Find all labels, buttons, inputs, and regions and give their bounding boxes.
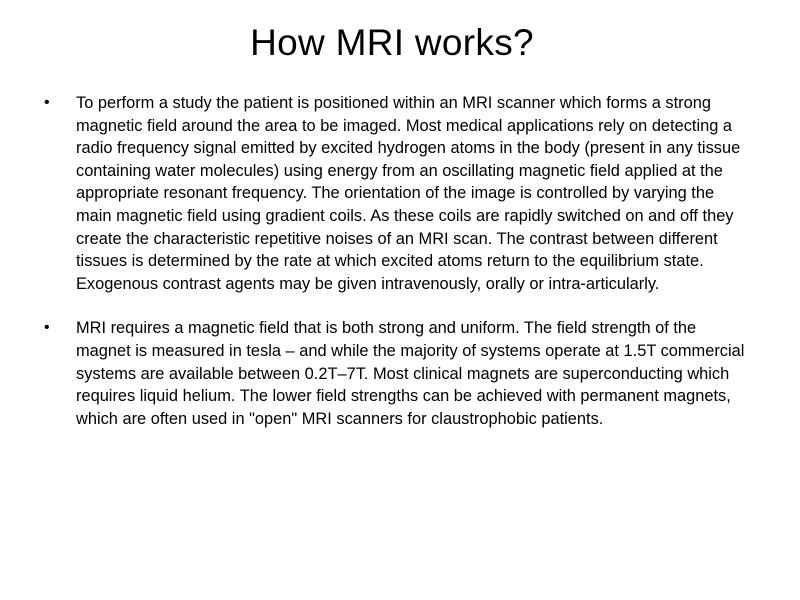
bullet-item-magnetic-field [44, 317, 754, 430]
bullet-text: MRI requires a magnetic field that is both strong and uniform. The field strength of the magnet is measured in tesla – and while the majority of systems operate at 1.5T commercial systems are available between 0.2T–7T. Most clinical magnets are superconducting which requires liquid helium. The lower field strengths can be achieved with permanent magnets, which are often used in "open" MRI scanners for claustrophobic patients. [76, 319, 745, 428]
slide-title: How MRI works? [250, 22, 534, 63]
bullet-icon: • [44, 94, 50, 111]
bullet-text: To perform a study the patient is positioned within an MRI scanner which forms a strong magnetic field around the area to be imaged. Most medical applications rely on detecting a radio frequency signal emitted by excited hydrogen atoms in the body (present in any tissue containing water molecules) using energy from an oscillating magnetic field applied at the appropriate resonant frequency. The orientation of the image is controlled by varying the main magnetic field using gradient coils. As these coils are rapidly switched on and off they create the characteristic repetitive noises of an MRI scan. The contrast between different tissues is determined by the rate at which excited atoms return to the equilibrium state. Exogenous contrast agents may be given intravenously, orally or intra-articularly. [76, 94, 741, 293]
bullet-icon: • [44, 319, 50, 337]
bullet-item-scanner-procedure [44, 92, 754, 295]
bullet-list [44, 92, 754, 452]
